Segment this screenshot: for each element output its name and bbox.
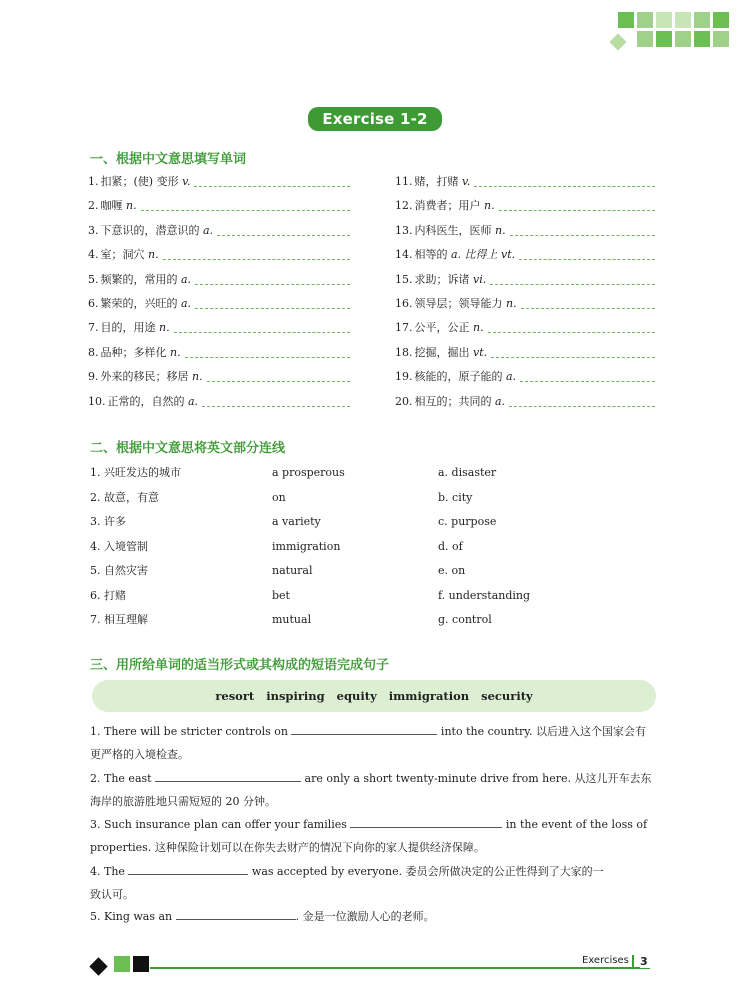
vocab-number: 9.: [88, 370, 99, 384]
deco-square: [656, 12, 672, 28]
sentence-text-before: King was an: [104, 910, 176, 923]
vocab-item: [395, 368, 516, 386]
match-option: d. of: [438, 539, 463, 553]
vocab-number: 15.: [395, 272, 413, 286]
vocab-pos: n.: [192, 370, 203, 384]
match-chinese: 5. 自然灾害: [90, 564, 148, 577]
deco-square: [675, 12, 691, 28]
vocab-item: [395, 295, 517, 313]
vocab-pos: a.: [495, 394, 506, 408]
vocab-pos: n.: [126, 199, 137, 213]
sentence-text-before: There will be stricter controls on: [104, 725, 292, 738]
vocab-number: 17.: [395, 321, 413, 335]
vocab-pos: n.: [159, 321, 170, 335]
section2-heading: 二、根据中文意思将英文部分连线: [90, 441, 286, 456]
vocab-meaning: 扣紧；(使) 变形: [100, 175, 183, 188]
vocab-number: 6.: [88, 297, 99, 310]
vocab-item: [395, 319, 484, 337]
vocab-meaning: 核能的，原子能的: [414, 370, 506, 384]
vocab-number: 3.: [88, 223, 99, 237]
vocab-meaning: 繁荣的，兴旺的: [100, 297, 181, 310]
footer-square-green: [114, 956, 130, 972]
vocab-number: 2.: [88, 199, 99, 213]
deco-square: [713, 12, 729, 28]
vocab-item: [88, 173, 190, 191]
deco-square: [618, 12, 634, 28]
vocab-pos: vt.: [473, 345, 488, 359]
answer-blank: [510, 235, 655, 236]
page-number: 3: [640, 955, 652, 968]
vocab-pos: a.: [181, 297, 192, 310]
sentence-blank: [155, 769, 301, 782]
vocab-meaning: 求助；诉诸: [414, 272, 473, 286]
vocab-number: 14.: [395, 248, 413, 262]
vocab-meaning: 频繁的，常用的: [100, 272, 181, 286]
deco-square: [694, 31, 710, 47]
sentence-blank: [128, 862, 248, 875]
vocab-pos: v.: [462, 175, 471, 188]
answer-blank: [202, 406, 350, 407]
vocab-item: [395, 271, 486, 289]
vocab-meaning: 内科医生，医师: [414, 223, 495, 237]
vocab-pos: vi.: [473, 272, 487, 286]
vocab-item: [88, 197, 137, 215]
match-english: a variety: [272, 515, 321, 528]
sentence-text-after: are only a short twenty-minute drive from here. 从这儿开车去东: [301, 772, 652, 785]
sentence: [90, 860, 660, 906]
vocab-item: [395, 344, 487, 362]
vocab-number: 11.: [395, 175, 413, 188]
vocab-meaning: 消费者；用户: [414, 199, 484, 213]
sentence-blank: [291, 722, 437, 735]
vocab-pos: n.: [148, 248, 159, 262]
vocab-meaning: 公平，公正: [414, 321, 473, 335]
vocab-item: [395, 173, 470, 191]
answer-blank: [217, 235, 350, 236]
answer-blank: [488, 332, 655, 333]
exercise-title: Exercise 1-2: [308, 107, 441, 131]
deco-square: [637, 12, 653, 28]
sentence-translation: properties. 这种保险计划可以在你失去财产的情况下向你的家人提供经济保障。: [90, 841, 485, 854]
sentence-text-after: was accepted by everyone. 委员会所做决定的公正性得到了大家的一: [248, 865, 604, 878]
match-english: mutual: [272, 613, 312, 626]
section1-heading: 一、根据中文意思填写单词: [90, 152, 247, 167]
answer-blank: [174, 332, 350, 333]
sentence: [90, 813, 660, 859]
deco-square: [656, 31, 672, 47]
match-english: immigration: [272, 539, 341, 553]
match-option: b. city: [438, 490, 473, 504]
match-option: f. understanding: [438, 588, 531, 602]
vocab-meaning: 正常的，自然的: [107, 394, 188, 408]
sentence-text-before: The: [104, 865, 129, 878]
vocab-meaning: 相互的；共同的: [414, 394, 495, 408]
word-bank-item: equity: [336, 689, 377, 703]
vocab-item: [395, 222, 506, 240]
vocab-meaning: 室；洞穴: [100, 248, 148, 262]
vocab-meaning: 领导层；领导能力: [414, 297, 506, 310]
vocab-number: 12.: [395, 199, 413, 213]
match-english: natural: [272, 564, 313, 577]
sentence-text-after: . 金是一位激励人心的老师。: [295, 910, 435, 923]
vocab-meaning: 外来的移民；移居: [100, 370, 192, 384]
sentence-translation: 致认可。: [90, 888, 134, 901]
sentence-translation: 更严格的入境检查。: [90, 748, 189, 761]
match-chinese: 7. 相互理解: [90, 613, 148, 626]
vocab-pos: n.: [473, 321, 484, 335]
deco-square: [713, 31, 729, 47]
vocab-number: 5.: [88, 272, 99, 286]
vocab-item: [395, 197, 495, 215]
vocab-meaning: 挖掘，掘出: [414, 345, 473, 359]
answer-blank: [509, 406, 655, 407]
answer-blank: [185, 357, 350, 358]
answer-blank: [520, 381, 655, 382]
vocab-meaning: 赌，打赌: [414, 175, 462, 188]
vocab-item: [88, 319, 170, 337]
vocab-item: [88, 246, 159, 264]
match-option: c. purpose: [438, 515, 497, 528]
deco-square: [694, 12, 710, 28]
sentence: [90, 905, 660, 928]
answer-blank: [490, 284, 655, 285]
vocab-number: 20.: [395, 394, 413, 408]
section3-heading: 三、用所给单词的适当形式或其构成的短语完成句子: [90, 658, 390, 673]
footer-label: Exercises: [579, 955, 632, 966]
vocab-item: [88, 295, 191, 313]
deco-square: [637, 31, 653, 47]
vocab-number: 18.: [395, 345, 413, 359]
sentence-number: 4.: [90, 865, 104, 878]
match-chinese: 1. 兴旺发达的城市: [90, 466, 181, 479]
vocab-pos: a.: [181, 272, 192, 286]
vocab-pos: v.: [182, 175, 191, 188]
deco-square: [675, 31, 691, 47]
vocab-number: 16.: [395, 297, 413, 310]
sentence-number: 5.: [90, 910, 104, 923]
match-chinese: 2. 故意，有意: [90, 490, 159, 504]
vocab-number: 10.: [88, 394, 106, 408]
sentence-text-before: The east: [104, 772, 156, 785]
word-bank: [92, 680, 656, 712]
sentence-text-before: Such insurance plan can offer your families: [104, 818, 351, 831]
answer-blank: [163, 259, 350, 260]
match-chinese: 6. 打赌: [90, 588, 126, 602]
answer-blank: [499, 210, 655, 211]
match-english: on: [272, 490, 286, 504]
match-chinese: 3. 许多: [90, 515, 126, 528]
vocab-number: 7.: [88, 321, 99, 335]
word-bank-item: inspiring: [266, 689, 325, 703]
vocab-meaning: 下意识的，潜意识的: [100, 223, 203, 237]
sentence-blank: [350, 815, 502, 828]
footer-divider: [632, 955, 634, 969]
vocab-pos: a. 比得上 vt.: [451, 248, 516, 262]
footer-diamond: [89, 957, 107, 975]
sentence-number: 3.: [90, 818, 104, 831]
answer-blank: [195, 284, 350, 285]
vocab-pos: a.: [188, 394, 199, 408]
sentence-text-after: in the event of the loss of: [502, 818, 648, 831]
sentence: [90, 720, 660, 766]
vocab-item: [395, 393, 505, 411]
vocab-pos: a.: [203, 223, 214, 237]
word-bank-item: immigration: [388, 689, 470, 703]
sentence-number: 2.: [90, 772, 104, 785]
footer-line: [150, 967, 650, 969]
match-english: bet: [272, 588, 290, 602]
answer-blank: [521, 308, 655, 309]
vocab-number: 19.: [395, 370, 413, 384]
vocab-number: 4.: [88, 248, 99, 262]
answer-blank: [207, 381, 350, 382]
word-bank-item: resort: [215, 689, 255, 703]
match-option: g. control: [438, 613, 492, 626]
vocab-meaning: 咖喱: [100, 199, 126, 213]
vocab-pos: n.: [506, 297, 517, 310]
sentence-text-after: into the country. 以后进入这个国家会有: [437, 725, 646, 738]
footer-square-black: [133, 956, 149, 972]
vocab-pos: a.: [506, 370, 517, 384]
vocab-meaning: 目的，用途: [100, 321, 159, 335]
vocab-item: [88, 271, 191, 289]
corner-decoration: [618, 12, 738, 60]
vocab-pos: n.: [484, 199, 495, 213]
vocab-number: 8.: [88, 345, 99, 359]
answer-blank: [195, 308, 350, 309]
sentence-number: 1.: [90, 725, 104, 738]
match-option: e. on: [438, 564, 466, 577]
sentence-translation: 海岸的旅游胜地只需短短的 20 分钟。: [90, 795, 276, 808]
vocab-item: [88, 393, 198, 411]
vocab-item: [88, 344, 181, 362]
vocab-meaning: 品种；多样化: [100, 345, 170, 359]
answer-blank: [141, 210, 350, 211]
sentence: [90, 767, 660, 813]
match-english: a prosperous: [272, 466, 345, 479]
vocab-pos: n.: [495, 223, 506, 237]
answer-blank: [491, 357, 655, 358]
vocab-item: [88, 222, 213, 240]
vocab-item: [88, 368, 203, 386]
word-bank-item: security: [481, 689, 533, 703]
vocab-item: [395, 246, 515, 264]
vocab-pos: n.: [170, 345, 181, 359]
match-chinese: 4. 入境管制: [90, 539, 148, 553]
vocab-meaning: 相等的: [414, 248, 451, 262]
vocab-number: 1.: [88, 175, 99, 188]
vocab-number: 13.: [395, 223, 413, 237]
answer-blank: [474, 186, 655, 187]
answer-blank: [519, 259, 655, 260]
sentence-blank: [176, 907, 296, 920]
answer-blank: [194, 186, 350, 187]
match-option: a. disaster: [438, 466, 497, 479]
